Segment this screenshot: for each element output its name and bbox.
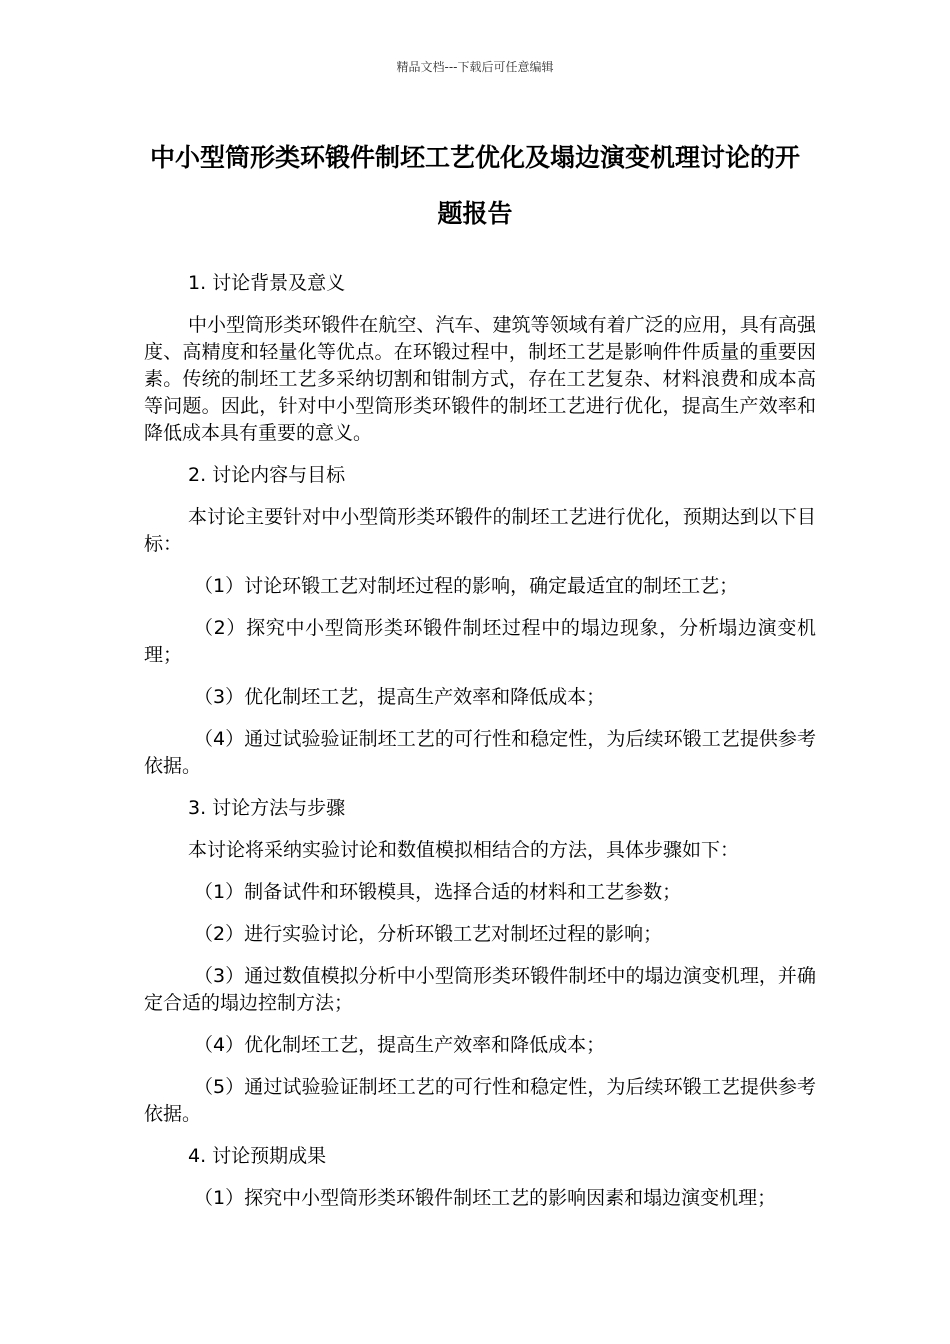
section-heading-background: 1. 讨论背景及意义 [188, 272, 346, 294]
list-item: （1）讨论环锻工艺对制坯过程的影响，确定最适宜的制坯工艺； [194, 575, 739, 597]
list-item: （1）制备试件和环锻模具，选择合适的材料和工艺参数； [194, 881, 682, 903]
section-heading-methods: 3. 讨论方法与步骤 [188, 797, 346, 819]
list-item: （2）探究中小型筒形类环锻件制坯过程中的塌边现象，分析塌边演变机理； [144, 617, 816, 666]
section-heading-content-goals: 2. 讨论内容与目标 [188, 464, 346, 486]
list-item: （5）通过试验验证制坯工艺的可行性和稳定性，为后续环锻工艺提供参考依据。 [144, 1076, 816, 1125]
list-item: （3）优化制坯工艺，提高生产效率和降低成本； [194, 686, 606, 708]
page-header-note: 精品文档---下载后可任意编辑 [396, 60, 554, 74]
document-body [144, 270, 816, 1227]
paragraph-background: 中小型筒形类环锻件在航空、汽车、建筑等领域有着广泛的应用，具有高强度、高精度和轻量化等优点。在环锻过程中，制坯工艺是影响件件质量的重要因素。传统的制坯工艺多采纳切割和钳制方式，存在工艺复杂、材料浪费和成本高等问题。因此，针对中小型筒形类环锻件的制坯工艺进行优化，提高生产效率和降低成本具有重要的意义。 [144, 314, 816, 444]
paragraph-methods-intro: 本讨论将采纳实验讨论和数值模拟相结合的方法，具体步骤如下： [188, 839, 740, 861]
list-item: （4）通过试验验证制坯工艺的可行性和稳定性，为后续环锻工艺提供参考依据。 [144, 728, 816, 777]
list-item: （2）进行实验讨论，分析环锻工艺对制坯过程的影响； [194, 923, 663, 945]
document-title: 中小型筒形类环锻件制坯工艺优化及塌边演变机理讨论的开题报告 [149, 143, 800, 228]
section-heading-expected-results: 4. 讨论预期成果 [188, 1145, 327, 1167]
list-item: （1）探究中小型筒形类环锻件制坯工艺的影响因素和塌边演变机理； [194, 1187, 777, 1209]
list-item: （3）通过数值模拟分析中小型筒形类环锻件制坯中的塌边演变机理，并确定合适的塌边控制方法； [144, 965, 816, 1014]
paragraph-goals-intro: 本讨论主要针对中小型筒形类环锻件的制坯工艺进行优化，预期达到以下目标： [144, 506, 816, 555]
list-item: （4）优化制坯工艺，提高生产效率和降低成本； [194, 1034, 606, 1056]
